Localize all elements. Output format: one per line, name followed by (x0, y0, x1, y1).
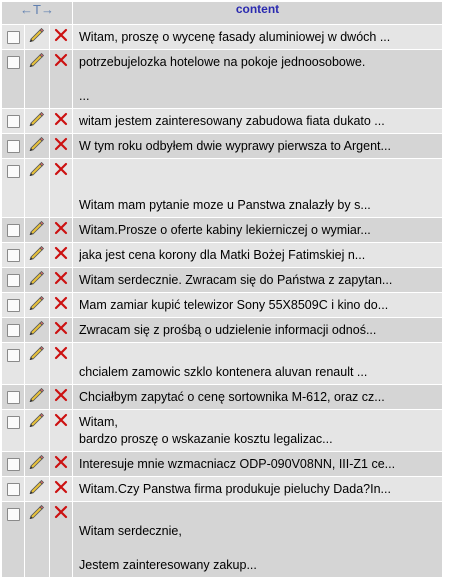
row-delete-cell (50, 268, 72, 292)
row-delete-cell (50, 25, 72, 49)
table-row (2, 109, 442, 133)
row-checkbox[interactable] (7, 299, 20, 312)
table-row (2, 268, 442, 292)
row-delete-cell (50, 502, 72, 577)
row-select-cell (2, 343, 24, 384)
content-line: Chciałbym zapytać o cenę sortownika M-612, oraz cz... (79, 390, 385, 404)
row-checkbox[interactable] (7, 140, 20, 153)
pencil-icon[interactable] (29, 53, 45, 70)
content-line (79, 71, 438, 88)
row-delete-cell (50, 293, 72, 317)
content-cell (73, 410, 442, 451)
delete-icon[interactable] (54, 505, 68, 522)
content-line: Witam serdecznie. Zwracam się do Państwa z zapytan... (79, 273, 393, 287)
delete-icon[interactable] (54, 112, 68, 129)
row-select-cell (2, 410, 24, 451)
table-row (2, 477, 442, 501)
content-line: Interesuje mnie wzmacniacz ODP-090V08NN, III-Z1 ce... (79, 457, 396, 471)
row-delete-cell (50, 477, 72, 501)
row-edit-cell (25, 243, 49, 267)
row-select-cell (2, 243, 24, 267)
row-delete-cell (50, 343, 72, 384)
row-select-cell (2, 385, 24, 409)
row-checkbox[interactable] (7, 483, 20, 496)
row-checkbox[interactable] (7, 56, 20, 69)
content-column-label[interactable]: content (235, 2, 280, 16)
row-edit-cell (25, 502, 49, 577)
row-select-cell (2, 502, 24, 577)
row-select-cell (2, 159, 24, 217)
content-line: Zwracam się z prośbą o udzielenie informacji odnoś... (79, 323, 377, 337)
table-row (2, 134, 442, 158)
delete-icon[interactable] (54, 221, 68, 238)
row-checkbox[interactable] (7, 274, 20, 287)
content-line (79, 506, 438, 523)
table-row (2, 343, 442, 384)
content-line: Witam.Prosze o oferte kabiny lekierniczej o wymiar... (79, 223, 371, 237)
content-line: Mam zamiar kupić telewizor Sony 55X8509C i kino do... (79, 298, 389, 312)
content-cell (73, 385, 442, 409)
row-checkbox[interactable] (7, 249, 20, 262)
row-edit-cell (25, 268, 49, 292)
row-delete-cell (50, 134, 72, 158)
content-line: Witam, (79, 415, 118, 429)
content-line: jaka jest cena korony dla Matki Bożej Fatimskiej n... (79, 248, 366, 262)
row-select-cell (2, 109, 24, 133)
content-cell (73, 25, 442, 49)
pencil-icon[interactable] (29, 480, 45, 497)
pencil-icon[interactable] (29, 413, 45, 430)
delete-icon[interactable] (54, 53, 68, 70)
table-row (2, 502, 442, 577)
delete-icon[interactable] (54, 271, 68, 288)
content-line (79, 347, 438, 364)
row-delete-cell (50, 243, 72, 267)
table-row (2, 25, 442, 49)
content-line (79, 540, 438, 557)
table-row (2, 218, 442, 242)
content-cell (73, 243, 442, 267)
delete-icon[interactable] (54, 388, 68, 405)
pencil-icon[interactable] (29, 246, 45, 263)
row-edit-cell (25, 318, 49, 342)
records-table (1, 1, 443, 578)
row-edit-cell (25, 134, 49, 158)
row-checkbox[interactable] (7, 324, 20, 337)
pencil-icon[interactable] (29, 221, 45, 238)
delete-icon[interactable] (54, 480, 68, 497)
row-edit-cell (25, 50, 49, 108)
content-line: W tym roku odbyłem dwie wyprawy pierwsza to Argent... (79, 139, 391, 153)
content-column-header[interactable] (73, 2, 442, 24)
pencil-icon[interactable] (29, 455, 45, 472)
row-delete-cell (50, 218, 72, 242)
delete-icon[interactable] (54, 296, 68, 313)
content-cell (73, 134, 442, 158)
pencil-icon[interactable] (29, 137, 45, 154)
content-cell (73, 452, 442, 476)
delete-icon[interactable] (54, 162, 68, 179)
row-delete-cell (50, 50, 72, 108)
content-cell (73, 318, 442, 342)
pencil-icon[interactable] (29, 505, 45, 522)
row-select-cell (2, 25, 24, 49)
pencil-icon[interactable] (29, 296, 45, 313)
column-arrows-header[interactable] (2, 2, 72, 24)
row-select-cell (2, 218, 24, 242)
row-edit-cell (25, 218, 49, 242)
row-edit-cell (25, 109, 49, 133)
row-checkbox[interactable] (7, 115, 20, 128)
row-checkbox[interactable] (7, 224, 20, 237)
content-line: Witam, proszę o wycenę fasady aluminiowej w dwóch ... (79, 30, 391, 44)
content-cell (73, 218, 442, 242)
header-row (2, 2, 442, 24)
content-line: Witam mam pytanie moze u Panstwa znalazły by s... (79, 198, 371, 212)
content-cell (73, 502, 442, 577)
row-edit-cell (25, 452, 49, 476)
content-line: bardzo proszę o wskazanie kosztu legalizac... (79, 432, 333, 446)
content-line: Jestem zainteresowany zakup... (79, 558, 257, 572)
row-edit-cell (25, 477, 49, 501)
content-line: potrzebujelozka hotelowe na pokoje jednoosobowe. (79, 55, 366, 69)
row-select-cell (2, 50, 24, 108)
pencil-icon[interactable] (29, 162, 45, 179)
delete-icon[interactable] (54, 137, 68, 154)
pencil-icon[interactable] (29, 321, 45, 338)
content-cell (73, 343, 442, 384)
row-checkbox[interactable] (7, 391, 20, 404)
row-checkbox[interactable] (7, 349, 20, 362)
row-edit-cell (25, 410, 49, 451)
row-select-cell (2, 268, 24, 292)
column-arrows-label: ←T→ (20, 2, 54, 17)
row-delete-cell (50, 452, 72, 476)
content-line: Witam serdecznie, (79, 524, 182, 538)
pencil-icon[interactable] (29, 346, 45, 363)
row-select-cell (2, 452, 24, 476)
delete-icon[interactable] (54, 455, 68, 472)
row-checkbox[interactable] (7, 508, 20, 521)
pencil-icon[interactable] (29, 271, 45, 288)
pencil-icon[interactable] (29, 388, 45, 405)
row-checkbox[interactable] (7, 31, 20, 44)
table-row (2, 410, 442, 451)
content-line (79, 180, 438, 197)
row-checkbox[interactable] (7, 416, 20, 429)
row-delete-cell (50, 385, 72, 409)
pencil-icon[interactable] (29, 28, 45, 45)
row-checkbox[interactable] (7, 165, 20, 178)
content-cell (73, 268, 442, 292)
table-row (2, 50, 442, 108)
row-edit-cell (25, 293, 49, 317)
content-cell (73, 293, 442, 317)
row-edit-cell (25, 343, 49, 384)
content-line: Witam.Czy Panstwa firma produkuje pieluchy Dada?In... (79, 482, 391, 496)
content-cell (73, 159, 442, 217)
delete-icon[interactable] (54, 413, 68, 430)
row-edit-cell (25, 159, 49, 217)
table-row (2, 243, 442, 267)
delete-icon[interactable] (54, 346, 68, 363)
row-delete-cell (50, 410, 72, 451)
row-checkbox[interactable] (7, 458, 20, 471)
pencil-icon[interactable] (29, 112, 45, 129)
row-delete-cell (50, 109, 72, 133)
row-delete-cell (50, 159, 72, 217)
row-edit-cell (25, 385, 49, 409)
row-select-cell (2, 293, 24, 317)
table-row (2, 293, 442, 317)
table-body (2, 25, 442, 577)
row-select-cell (2, 134, 24, 158)
table-row (2, 385, 442, 409)
content-cell (73, 109, 442, 133)
delete-icon[interactable] (54, 28, 68, 45)
content-line: witam jestem zainteresowany zabudowa fiata dukato ... (79, 114, 385, 128)
row-delete-cell (50, 318, 72, 342)
row-select-cell (2, 318, 24, 342)
row-edit-cell (25, 25, 49, 49)
content-line: ... (79, 89, 90, 103)
table-row (2, 318, 442, 342)
delete-icon[interactable] (54, 246, 68, 263)
delete-icon[interactable] (54, 321, 68, 338)
content-line (79, 163, 438, 180)
table-row (2, 452, 442, 476)
content-cell (73, 50, 442, 108)
content-cell (73, 477, 442, 501)
row-select-cell (2, 477, 24, 501)
content-line: chcialem zamowic szklo kontenera aluvan renault ... (79, 365, 368, 379)
table-row (2, 159, 442, 217)
